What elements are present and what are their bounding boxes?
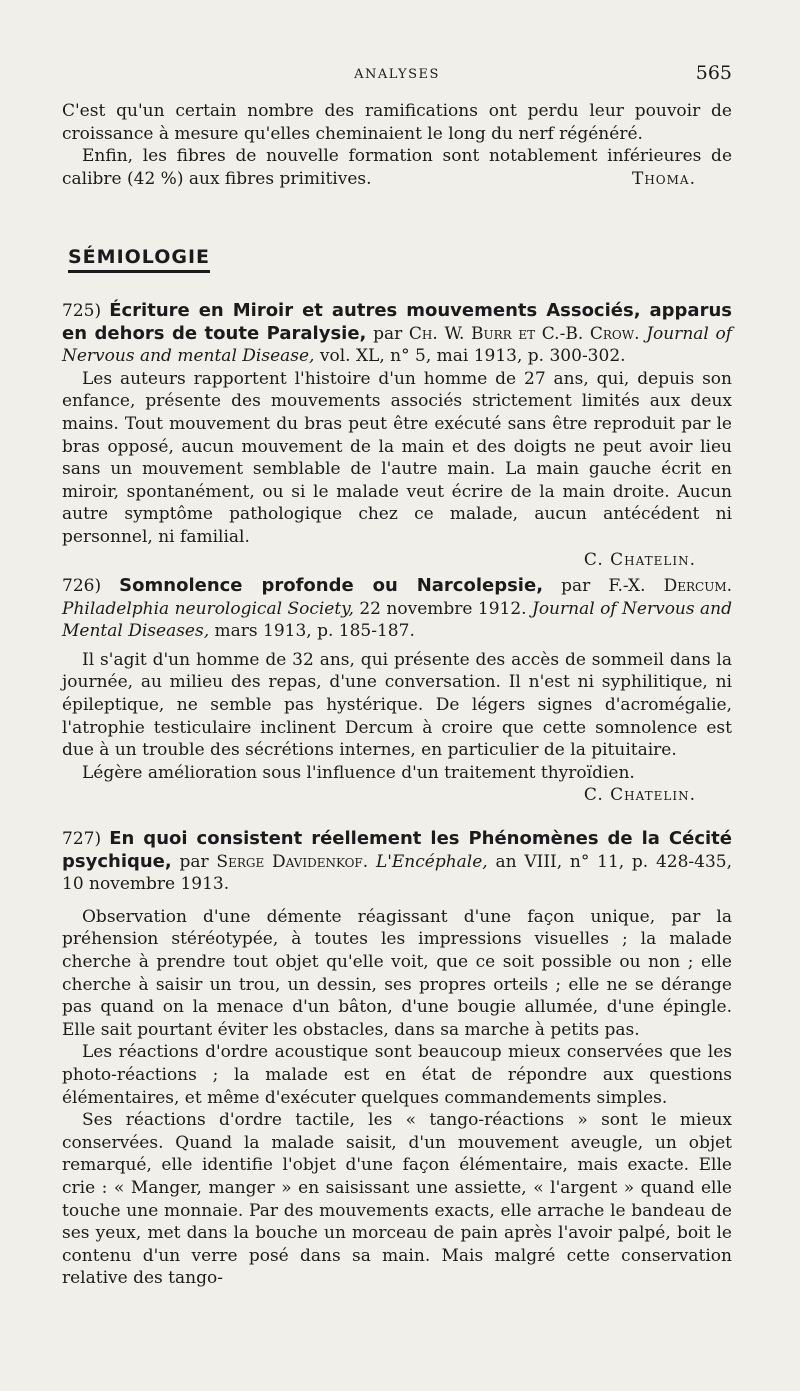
entry-title: Écriture en Miroir et autres mouvements Associés, apparus en dehors de toute Paralysie, xyxy=(62,300,732,344)
entry-journal: Philadelphia neurological Society, xyxy=(62,598,354,619)
running-title: ANALYSES xyxy=(354,67,440,82)
entry-726 xyxy=(62,575,732,807)
by-word: par xyxy=(373,323,403,344)
entry-journal-secondary: Journal of Nervous and Mental Diseases, xyxy=(62,598,732,642)
entry-reference-secondary: mars 1913, p. 185-187. xyxy=(214,621,415,642)
entry-heading xyxy=(62,575,732,643)
entry-authors: Ch. W. Burr et C.-B. Crow. xyxy=(408,323,640,344)
entry-number: 727) xyxy=(62,829,102,849)
signature: Thoma. xyxy=(632,169,696,190)
entry-title: Somnolence profonde ou Narcolepsie, xyxy=(119,575,544,596)
entry-reference: 22 novembre 1912. xyxy=(359,598,527,619)
page-header xyxy=(62,62,732,88)
paragraph: Les auteurs rapportent l'histoire d'un homme de 27 ans, qui, depuis son enfance, présente des mouvements associés strictement limités aux deux mains. Tout mouvement du bras peut être exécuté sans être reproduit par le bras opposé, aucun mouvement de la main et des doigts ne peut avoir lieu sans un mouvement semblable de l'autre main. La main gauche écrit en miroir, spontanément, ou si le malade veut écrire de la main droite. Aucun autre symptôme pathologique chez ce malade, aucun antécédent ni personnel, ni familial. xyxy=(62,368,732,547)
paragraph: Légère amélioration sous l'influence d'un traitement thyroïdien. xyxy=(82,762,635,783)
paragraph: Ses réactions d'ordre tactile, les « tango-réactions » sont le mieux conservées. Quand la malade saisit, d'un mouvement aveugle, un objet remarqué, elle identifie l'objet d'une façon élémentaire, mais exacte. Elle crie : « Manger, manger » en saisissant une assiette, « l'argent » quand elle touche une monnaie. Par des mouvements exacts, elle arrache le bandeau de ses yeux, met dans la bouche un morceau de pain après l'avoir palpé, boit le contenu d'un verre posé dans sa main. Mais malgré cette conservation relative des tango- xyxy=(62,1110,732,1289)
entry-727 xyxy=(62,828,732,1290)
paragraph: Il s'agit d'un homme de 32 ans, qui présente des accès de sommeil dans la journée, au milieu des repas, d'une conversation. Il n'est ni syphilitique, ni épileptique, ne semble pas hystérique. De légers signes d'acromégalie, l'atrophie testiculaire inclinent Dercum à croire que cette somnolence est due à un trouble des sécrétions internes, en particulier de la pituitaire. xyxy=(62,649,732,761)
by-word: par xyxy=(561,576,591,596)
entry-number: 726) xyxy=(62,576,102,596)
page-number: 565 xyxy=(695,62,732,84)
by-word: par xyxy=(179,851,209,872)
entry-title: En quoi consistent réellement les Phénomènes de la Cécité psychique, xyxy=(62,828,732,872)
entry-reference: an VIII, n° 11, p. 428-435, 10 novembre 1913. xyxy=(62,851,733,895)
entry-authors: F.-X. Dercum. xyxy=(608,576,733,596)
paragraph: Les réactions d'ordre acoustique sont beaucoup mieux conservées que les photo-réactions ; la malade est en état de répondre aux questions élémentaires, et même d'exécuter quelques commandements simples. xyxy=(62,1042,732,1108)
entry-reference: vol. XL, n° 5, mai 1913, p. 300-302. xyxy=(319,346,626,367)
entry-journal: L'Encéphale, xyxy=(375,851,488,872)
paragraph: Observation d'une démente réagissant d'une façon unique, par la préhension stéréotypée, à toutes les impressions visuelles ; la malade cherche à prendre tout objet qu'elle voit, que ce soit possible ou non ; elle cherche à saisir un trou, un dessin, ses propres orteils ; elle ne se dérange pas quand on la menace d'un bâton, d'une bougie allumée, d'une épingle. Elle sait pourtant éviter les obstacles, dans sa marche à petits pas. xyxy=(62,906,732,1040)
paragraph: Enfin, les fibres de nouvelle formation sont notablement inférieures de calibre (42 %) aux fibres primitives. xyxy=(62,146,732,189)
previous-article-end xyxy=(62,100,732,191)
signature: C. Chatelin. xyxy=(583,785,696,806)
section-heading: SÉMIOLOGIE xyxy=(68,246,210,273)
paragraph: C'est qu'un certain nombre des ramifications ont perdu leur pouvoir de croissance à mesure qu'elles cheminaient le long du nerf régénéré. xyxy=(62,101,732,144)
entry-journal: Journal of Nervous and mental Disease, xyxy=(62,323,733,367)
entry-number: 725) xyxy=(62,301,102,321)
entry-authors: Serge Davidenkof. xyxy=(216,851,369,872)
entry-heading xyxy=(62,300,732,368)
entry-725 xyxy=(62,300,732,571)
signature: C. Chatelin. xyxy=(583,549,696,570)
entry-heading xyxy=(62,828,732,896)
